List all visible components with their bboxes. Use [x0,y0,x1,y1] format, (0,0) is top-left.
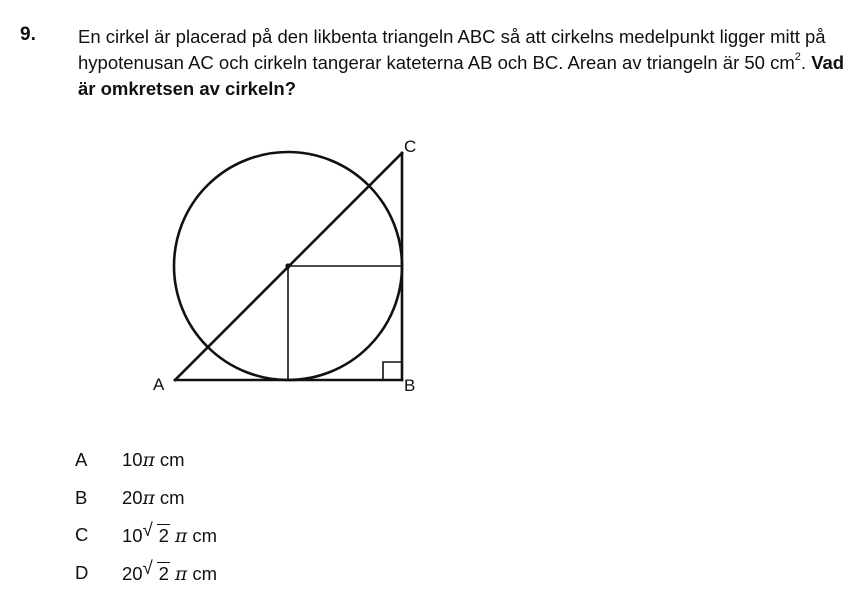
option-unit: cm [159,449,185,470]
vertex-label-b: B [404,376,416,395]
pi-symbol: π [142,487,155,509]
question-number: 9. [20,24,36,45]
vertex-label-a: A [153,375,165,394]
option-letter: C [75,524,89,545]
square-root [142,556,170,585]
geometry-figure [140,125,440,405]
option-value [122,449,185,471]
pi-symbol: π [175,563,188,585]
square-root-argument: 2 [158,525,169,546]
square-root-sign: √ [142,519,153,540]
right-angle-marker [383,362,402,380]
center-point [285,263,290,268]
pi-symbol: π [175,526,188,547]
square-root-sign: √ [142,556,153,578]
option-unit: cm [159,486,185,508]
option-value [122,556,217,585]
option-value [122,487,185,509]
option-unit: cm [192,525,217,546]
option-unit: cm [192,562,217,584]
square-root [142,519,170,547]
area-unit-exponent: 2 [794,51,801,63]
option-coefficient: 20 [122,486,143,508]
option-letter: B [75,486,88,508]
pi-symbol: π [142,450,155,471]
option-letter: A [75,449,88,470]
vertex-label-c: C [404,137,417,156]
option-coefficient: 20 [122,562,143,584]
option-letter: D [75,561,89,583]
question-text [78,24,853,102]
square-root-argument: 2 [158,562,169,584]
option-value [122,519,217,547]
question-text-main: En cirkel är placerad på den likbenta triangeln ABC så att cirkelns medelpunkt ligger mitt på hypotenusan AC och cirkeln tangerar kateterna AB och BC. Arean av triangeln är 50 cm [78,26,826,73]
question-prompt: Vad är omkretsen av cirkeln? [78,52,845,99]
option-coefficient: 10 [122,525,143,546]
option-coefficient: 10 [122,449,143,470]
question-text-separator: . [800,52,812,73]
